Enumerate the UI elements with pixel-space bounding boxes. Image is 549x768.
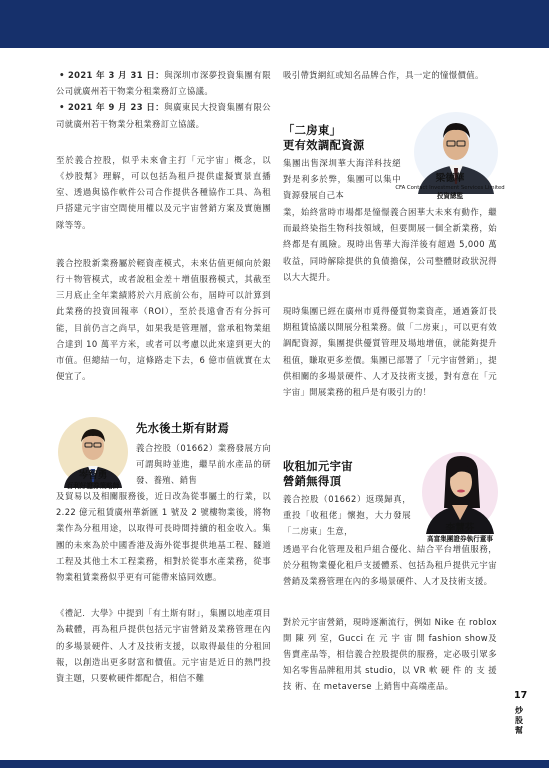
bullet-date: • 2021 年 9 月 23 日：: [56, 102, 164, 112]
magazine-name: 炒股幫: [515, 706, 523, 735]
section-heading: 先水後土斯有財焉: [136, 422, 230, 435]
header-band: [0, 0, 549, 48]
section-heading: 更有效調配資源: [283, 139, 365, 152]
paragraph: 集團出售深圳華大海洋科技絕對是利多於弊，集團可以集中資源發展自己本: [283, 158, 401, 201]
author-name: 李慧芬: [445, 523, 475, 534]
bullet-item: [56, 99, 271, 131]
section-2: [283, 123, 401, 204]
section-1-body: [56, 488, 271, 700]
section-3-body: [283, 541, 497, 709]
paragraph: 義合控股（01662）業務發展方向可謂與時並進，繼早前水產品的研發、養殖、銷售: [136, 443, 271, 486]
paragraph: 及貿易以及相關服務後，近日改為從事屬土的行業，以 2.22 億元租賃廣州華新匯 1 號及 2 號樓物業後，將物業作為分租用途，以取得可長時間持續的租金收入。集團的未來為於中國香港及海外從事提供地基工程、隧道工程及其他土木工程業務，相對於從事水產業務，從事物業租賃業務似乎更有可能帶來協同效應。: [56, 491, 271, 583]
section-heading: 「二房東」: [283, 124, 342, 137]
paragraph: 透過平台化管理及租戶組合優化、結合平台增值服務，於分租物業優化租戶支援體系、包括為租戶提供元宇宙營銷及業務管理在內的多場景硬件、人才及技術支援。: [283, 544, 497, 587]
paragraph: 業，始終當時市場都是憧憬義合困華大未來有動作，繼而最終染指生物科技領域，但要開展一個全新業務，始終都是有風險。現時出售華大海洋後有超過 5,000 萬收益，同時解除提供的負債擔保，公司整體財政狀況得以大大提升。: [283, 207, 497, 282]
paragraph: 吸引帶貨網紅或知名品牌合作，具一定的憧憬價值。: [283, 70, 484, 80]
right-column-top: [283, 67, 497, 97]
page-number: 17: [514, 690, 528, 701]
bullet-date: • 2021 年 3 月 31 日：: [56, 70, 164, 80]
section-heading: 收租加元宇宙: [283, 460, 353, 473]
author-title: 投資總監: [436, 192, 464, 200]
author-name: 岑智勇: [78, 470, 108, 481]
author-name: 梁德華: [435, 173, 465, 184]
paragraph: 現時集團已經在廣州市覓得優質物業資產，通過簽訂長期租賃協議以開展分租業務。做「二房東」，可以更有效調配資源，集團提供優質管理及場地增值，就能夠提升租值，賺取更多差價。集團已部署了「元宇宙營銷」，提供相關的多場景硬件、人才及技術支援，對有意在「元宇宙」開展業務的租戶是有吸引力的！: [283, 306, 497, 398]
left-column: [56, 67, 271, 398]
bullet-text: 與深圳市深夢投資集團有限公司就廣州若干物業分租業務訂立協議。: [56, 70, 271, 97]
paragraph: 《禮記．大學》中提到「有土斯有財」，集團以地產項目為載體，再為租戶提供包括元宇宙營銷及業務管理在內的多場景硬件、人才及技術支援，以取得最佳的分租回報，以創造出更多財富和價值。元宇宙是近日的熱門投資主題，只要軟硬件都配合，相信不難: [56, 608, 271, 684]
bullet-item: [56, 67, 271, 99]
footer-band: [0, 760, 549, 768]
author-title: 百利好證券策略師: [66, 482, 120, 490]
paragraph: 義合控股新業務屬於輕資產模式，未來估值更傾向於銀行＋物管模式，或者說租金差＋增值服務模式，其截至三月底止全年業績將於六月底前公布，屆時可以計算到此業務的投資回報率（ROI），至於長遠會否有分拆可能，目前仍言之尚早，如果我是管理層，當承租物業組合達到 10 萬平方米，或者可以考慮以此來達到更大的市值。但總結一句，這條路走下去，6 億市值就實在太便宜了。: [56, 257, 271, 382]
section-3: [283, 459, 411, 540]
paragraph: 對於元宇宙營銷，現時逐漸流行，例如 Nike 在 roblox 開 陳 列 室，Gucci 在 元 宇 宙 開 fashion show及售賣產品等，相信義合控股提供的服務，定必吸引眾多知名零售品牌租用其 studio，以 VR 軟 硬 件 的 支 援 技 術、在 metaverse 上銷售中高端產品。: [283, 616, 497, 692]
author-title: 高富集團證券執行董事: [427, 535, 493, 543]
section-1: [136, 421, 271, 489]
paragraph: 義合控股（01662）返璞歸真，重投「收租佬」懷抱，大力發展「二房東」生意，: [283, 494, 411, 537]
section-heading: 營銷無得頂: [283, 475, 342, 488]
author-cert: CFA Contact Investment Services Limited: [395, 185, 505, 191]
bullet-text: 與廣東民大投資集團有限公司就廣州若干物業分租業務訂立協議。: [56, 102, 271, 129]
caption-leung: [394, 173, 506, 201]
paragraph: 至於義合控股，似乎未來會主打「元宇宙」概念，以《炒股幫》理解，可以包括為租戶提供虛擬實景直播室、透過與協作軟件公司合作提供各種協作工具、為租戶搭建元宇宙空間使用權以及元宇宙營銷方案及實施團隊等等。: [56, 154, 271, 230]
section-2-body: [283, 204, 497, 414]
author-photo-lee: [416, 448, 500, 534]
